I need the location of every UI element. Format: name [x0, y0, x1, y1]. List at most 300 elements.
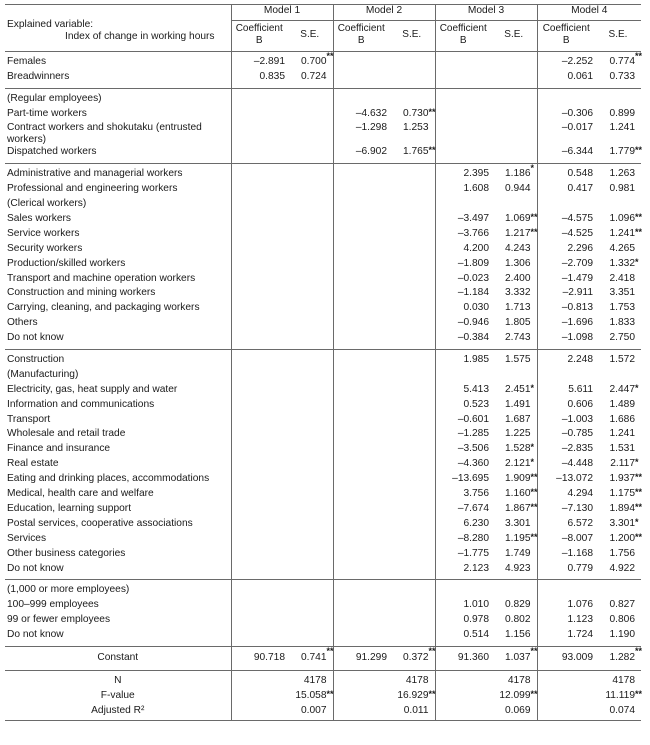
se-value: 1.833: [609, 317, 635, 329]
table-row: [5, 164, 641, 183]
se-cell: [491, 384, 537, 399]
row-label: [5, 164, 231, 183]
se-value: 1.186: [505, 168, 531, 180]
se-cell: [389, 287, 435, 302]
se-cell: [491, 51, 537, 70]
table-row: [5, 213, 641, 228]
se-cell: [595, 51, 641, 70]
coefficient-cell: 0.548: [537, 164, 595, 183]
coefficient-cell: –2.709: [537, 258, 595, 273]
coefficient-label: Coefficient: [542, 22, 590, 34]
coefficient-cell: 5.611: [537, 384, 595, 399]
se-value: 1.575: [505, 354, 531, 366]
se-cell: [287, 108, 333, 123]
row-label: [5, 273, 231, 288]
significance-mark: *: [635, 516, 639, 527]
se-value: 1.489: [609, 398, 635, 410]
se-cell: [287, 183, 333, 198]
stat-value: 0.007: [301, 704, 327, 716]
se-cell: [595, 146, 641, 163]
se-cell: [287, 614, 333, 629]
se-cell: [389, 599, 435, 614]
stat-spacer: [537, 705, 595, 720]
se-cell: [595, 414, 641, 429]
coefficient-cell: –1.775: [435, 548, 491, 563]
coefficient-cell: [231, 533, 287, 548]
stat-spacer: [231, 670, 287, 689]
row-label: [5, 258, 231, 273]
coefficient-cell: [231, 629, 287, 646]
coefficient-cell: [435, 122, 491, 146]
coefficient-cell: [333, 428, 389, 443]
se-value: 1.491: [505, 398, 531, 410]
coefficient-cell: [435, 88, 491, 107]
se-cell: [595, 350, 641, 369]
significance-mark: **: [428, 645, 436, 656]
se-cell: [389, 414, 435, 429]
coefficient-cell: [435, 51, 491, 70]
table-row: [5, 533, 641, 548]
table-row: [5, 51, 641, 70]
significance-mark: **: [635, 531, 643, 542]
row-label: [5, 580, 231, 599]
row-label: [5, 629, 231, 646]
se-cell: [491, 563, 537, 580]
row-label: [5, 243, 231, 258]
coefficient-cell: [231, 458, 287, 473]
row-label: [5, 332, 231, 349]
coefficient-cell: –0.017: [537, 122, 595, 146]
row-label-text: Electricity, gas, heat supply and water: [7, 383, 178, 395]
stat-row: [5, 690, 641, 705]
coefficient-cell: –7.674: [435, 503, 491, 518]
stat-value: 4178: [507, 674, 531, 686]
se-cell: [287, 228, 333, 243]
significance-mark: **: [428, 106, 436, 117]
model-2-header: Model 2: [333, 5, 435, 21]
coefficient-cell: [333, 369, 389, 384]
coefficient-cell: [435, 71, 491, 88]
se-cell: [491, 503, 537, 518]
se-cell: [287, 414, 333, 429]
coefficient-cell: 2.123: [435, 563, 491, 580]
coefficient-cell: –4.575: [537, 213, 595, 228]
se-cell: [491, 108, 537, 123]
se-value: 1.241: [609, 227, 635, 239]
coefficient-cell: 1.724: [537, 629, 595, 646]
significance-mark: **: [635, 472, 643, 483]
coefficient-cell: [333, 332, 389, 349]
se-cell: [287, 332, 333, 349]
se-cell: [491, 122, 537, 146]
row-label: [5, 384, 231, 399]
coefficient-cell: 6.230: [435, 518, 491, 533]
se-cell: [491, 629, 537, 646]
table-row: [5, 317, 641, 332]
se-cell: [287, 443, 333, 458]
model-4-header: Model 4: [537, 5, 641, 21]
se-value: 2.117: [610, 458, 635, 470]
coefficient-cell: [333, 183, 389, 198]
row-label: [5, 443, 231, 458]
row-label: [5, 146, 231, 163]
se-value: 1.765: [403, 146, 429, 158]
se-cell: [287, 518, 333, 533]
row-label-text: Wholesale and retail trade: [7, 428, 126, 440]
stat-spacer: [537, 690, 595, 705]
se-cell: [389, 51, 435, 70]
se-cell: [389, 563, 435, 580]
stat-value-cell: [287, 705, 333, 720]
coefficient-cell: –4.360: [435, 458, 491, 473]
stat-value: 0.011: [403, 704, 429, 716]
table-row: [5, 428, 641, 443]
se-value: 1.867: [505, 502, 531, 514]
se-cell: [389, 646, 435, 670]
stat-spacer: [333, 705, 389, 720]
row-label-text: Constant: [97, 651, 139, 663]
stat-value-cell: [389, 705, 435, 720]
explained-variable-name: Index of change in working hours: [65, 31, 215, 42]
stat-value: 16.929: [397, 689, 429, 701]
se-cell: [287, 198, 333, 213]
se-cell: [595, 399, 641, 414]
se-cell: [595, 614, 641, 629]
se-cell: [287, 122, 333, 146]
coefficient-cell: [333, 384, 389, 399]
row-label-text: (Manufacturing): [7, 368, 79, 380]
se-cell: [287, 533, 333, 548]
coefficient-cell: [537, 88, 595, 107]
se-cell: [287, 563, 333, 580]
table-row: [5, 646, 641, 670]
coefficient-cell: [333, 518, 389, 533]
row-label-text: Finance and insurance: [7, 443, 111, 455]
coefficient-cell: –1.479: [537, 273, 595, 288]
coefficient-cell: [435, 198, 491, 213]
table-row: [5, 414, 641, 429]
table-row: [5, 563, 641, 580]
se-value: 1.306: [505, 257, 531, 269]
row-label-text: 99 or fewer employees: [7, 614, 111, 626]
coefficient-cell: 93.009: [537, 646, 595, 670]
row-label-text: (1,000 or more employees): [7, 584, 130, 596]
se-cell: [595, 164, 641, 183]
row-label-text: Carrying, cleaning, and packaging workers: [7, 302, 200, 314]
coefficient-label: Coefficient: [235, 22, 283, 34]
se-cell: [389, 228, 435, 243]
se-cell: [595, 317, 641, 332]
coefficient-cell: –1.184: [435, 287, 491, 302]
coefficient-cell: [231, 287, 287, 302]
se-cell: [491, 183, 537, 198]
coefficient-symbol: B: [357, 34, 365, 46]
coefficient-cell: [231, 518, 287, 533]
stat-value-cell: [389, 690, 435, 705]
se-cell: [287, 146, 333, 163]
se-value: 1.225: [505, 428, 531, 440]
row-label: [5, 488, 231, 503]
se-cell: [595, 228, 641, 243]
coefficient-cell: [333, 71, 389, 88]
coefficient-cell: [231, 503, 287, 518]
coefficient-cell: –2.891: [231, 51, 287, 70]
row-label-text: Production/skilled workers: [7, 257, 126, 269]
coefficient-cell: [333, 488, 389, 503]
row-label: [5, 228, 231, 243]
row-label: [5, 646, 231, 670]
coefficient-symbol: B: [255, 34, 263, 46]
table-row: [5, 146, 641, 163]
coefficient-cell: 91.299: [333, 646, 389, 670]
table-row: [5, 399, 641, 414]
row-label-text: Females: [7, 55, 47, 67]
row-label-text: Information and communications: [7, 398, 155, 410]
coefficient-cell: [231, 164, 287, 183]
row-label-text: Real estate: [7, 458, 59, 470]
significance-mark: *: [530, 163, 535, 174]
se-cell: [389, 164, 435, 183]
coefficient-cell: –6.902: [333, 146, 389, 163]
se-cell: [491, 287, 537, 302]
row-label-text: Transport: [7, 413, 51, 425]
se-value: 1.156: [505, 629, 531, 641]
se-cell: [491, 332, 537, 349]
coefficient-cell: [333, 228, 389, 243]
coefficient-cell: [231, 614, 287, 629]
se-value: 1.713: [505, 302, 531, 314]
se-value: 1.687: [505, 413, 531, 425]
se-cell: [389, 518, 435, 533]
row-label: [5, 302, 231, 317]
significance-mark: **: [530, 212, 538, 223]
coefficient-cell: 0.978: [435, 614, 491, 629]
coefficient-cell: [231, 548, 287, 563]
se-cell: [595, 71, 641, 88]
row-label-text: Do not know: [7, 332, 64, 344]
stat-spacer: [333, 670, 389, 689]
table-row: [5, 71, 641, 88]
coefficient-header: [537, 20, 595, 51]
se-cell: [287, 258, 333, 273]
row-label-text: Transport and machine operation workers: [7, 272, 196, 284]
se-cell: [287, 548, 333, 563]
se-value: 2.400: [505, 272, 531, 284]
row-label: [5, 518, 231, 533]
coefficient-cell: [231, 599, 287, 614]
row-label: [5, 213, 231, 228]
significance-mark: **: [530, 472, 538, 483]
se-value: 1.241: [609, 428, 635, 440]
se-cell: [287, 51, 333, 70]
se-value: 1.263: [609, 168, 635, 180]
table-row: [5, 548, 641, 563]
se-cell: [287, 428, 333, 443]
se-cell: [287, 629, 333, 646]
se-cell: [595, 332, 641, 349]
stat-label: Adjusted R²: [5, 705, 231, 720]
coefficient-cell: [231, 122, 287, 146]
stat-spacer: [435, 670, 491, 689]
row-label-text: Do not know: [7, 629, 64, 641]
coefficient-cell: [333, 51, 389, 70]
se-cell: [287, 599, 333, 614]
se-cell: [491, 599, 537, 614]
se-cell: [287, 88, 333, 107]
se-cell: [287, 399, 333, 414]
coefficient-cell: –0.384: [435, 332, 491, 349]
se-cell: [491, 533, 537, 548]
stat-value: 0.069: [505, 704, 531, 716]
coefficient-cell: [231, 146, 287, 163]
table-row: [5, 332, 641, 349]
se-value: 1.572: [609, 354, 635, 366]
coefficient-cell: 1.608: [435, 183, 491, 198]
coefficient-cell: 0.417: [537, 183, 595, 198]
coefficient-cell: [333, 629, 389, 646]
se-cell: [595, 108, 641, 123]
coefficient-cell: –3.766: [435, 228, 491, 243]
se-value: 1.096: [609, 213, 635, 225]
coefficient-header: [435, 20, 491, 51]
se-cell: [389, 350, 435, 369]
table-row: [5, 473, 641, 488]
significance-mark: **: [635, 501, 643, 512]
significance-mark: *: [635, 256, 639, 267]
se-cell: [491, 146, 537, 163]
coefficient-cell: [435, 146, 491, 163]
table-row: [5, 458, 641, 473]
se-value: 1.756: [609, 547, 635, 559]
se-value: 0.944: [505, 183, 531, 195]
coefficient-cell: –1.003: [537, 414, 595, 429]
se-cell: [389, 458, 435, 473]
se-cell: [491, 548, 537, 563]
model-3-header: Model 3: [435, 5, 537, 21]
coefficient-cell: [435, 369, 491, 384]
significance-mark: *: [635, 382, 639, 393]
se-cell: [287, 164, 333, 183]
se-value: 4.923: [505, 562, 531, 574]
stat-value: 15.058: [295, 689, 327, 701]
stat-row: [5, 670, 641, 689]
significance-mark: *: [530, 442, 535, 453]
coefficient-cell: [333, 213, 389, 228]
row-label-text: Service workers: [7, 227, 80, 239]
se-value: 4.243: [505, 242, 531, 254]
coefficient-cell: [231, 273, 287, 288]
coefficient-cell: [231, 258, 287, 273]
coefficient-cell: –1.285: [435, 428, 491, 443]
row-label-text: Administrative and managerial workers: [7, 168, 183, 180]
row-label: [5, 503, 231, 518]
coefficient-cell: 0.606: [537, 399, 595, 414]
se-value: 2.451: [505, 383, 531, 395]
stat-spacer: [333, 690, 389, 705]
se-cell: [389, 580, 435, 599]
se-cell: [491, 646, 537, 670]
significance-mark: **: [635, 645, 643, 656]
se-value: 1.217: [505, 227, 531, 239]
se-value: 3.351: [609, 287, 635, 299]
coefficient-cell: –1.696: [537, 317, 595, 332]
se-cell: [491, 399, 537, 414]
se-value: 1.686: [609, 413, 635, 425]
se-cell: [389, 317, 435, 332]
se-value: 3.301: [505, 517, 531, 529]
row-label: [5, 428, 231, 443]
se-cell: [287, 273, 333, 288]
stat-value-cell: [595, 690, 641, 705]
coefficient-cell: [333, 614, 389, 629]
stat-value-cell: [595, 705, 641, 720]
se-cell: [491, 614, 537, 629]
coefficient-cell: –3.506: [435, 443, 491, 458]
table-row: [5, 302, 641, 317]
se-value: 0.724: [301, 70, 327, 82]
row-label: [5, 458, 231, 473]
table-row: [5, 369, 641, 384]
stat-spacer: [435, 690, 491, 705]
se-cell: [389, 71, 435, 88]
explained-variable-label: Explained variable:: [7, 19, 94, 30]
row-label: [5, 473, 231, 488]
stat-spacer: [231, 705, 287, 720]
coefficient-cell: [333, 273, 389, 288]
coefficient-cell: 1.076: [537, 599, 595, 614]
stat-value-cell: [491, 690, 537, 705]
se-cell: [595, 183, 641, 198]
row-label-text: Eating and drinking places, accommodations: [7, 473, 210, 485]
se-cell: [287, 302, 333, 317]
table-row: [5, 503, 641, 518]
se-value: 4.265: [609, 242, 635, 254]
coefficient-cell: [333, 563, 389, 580]
explained-variable-header: [5, 5, 231, 52]
significance-mark: **: [530, 531, 538, 542]
coefficient-cell: –0.601: [435, 414, 491, 429]
coefficient-cell: –8.280: [435, 533, 491, 548]
se-cell: [389, 614, 435, 629]
table-row: [5, 629, 641, 646]
se-cell: [595, 563, 641, 580]
se-header: S.E.: [287, 20, 333, 51]
se-cell: [389, 258, 435, 273]
row-label: [5, 614, 231, 629]
se-value: 0.829: [505, 599, 531, 611]
stat-label: F-value: [100, 689, 135, 701]
se-cell: [595, 122, 641, 146]
se-value: 1.069: [505, 213, 531, 225]
table-row: [5, 443, 641, 458]
row-label-text: Do not know: [7, 562, 64, 574]
coefficient-cell: [333, 414, 389, 429]
se-cell: [491, 273, 537, 288]
model-1-header: Model 1: [231, 5, 333, 21]
se-cell: [389, 198, 435, 213]
table-row: [5, 614, 641, 629]
coefficient-cell: [333, 317, 389, 332]
row-label-text: Medical, health care and welfare: [7, 488, 154, 500]
row-label: [5, 399, 231, 414]
table-row: [5, 258, 641, 273]
significance-mark: **: [530, 501, 538, 512]
se-cell: [389, 443, 435, 458]
coefficient-cell: [435, 108, 491, 123]
se-cell: [595, 273, 641, 288]
table-row: [5, 228, 641, 243]
coefficient-cell: [333, 548, 389, 563]
